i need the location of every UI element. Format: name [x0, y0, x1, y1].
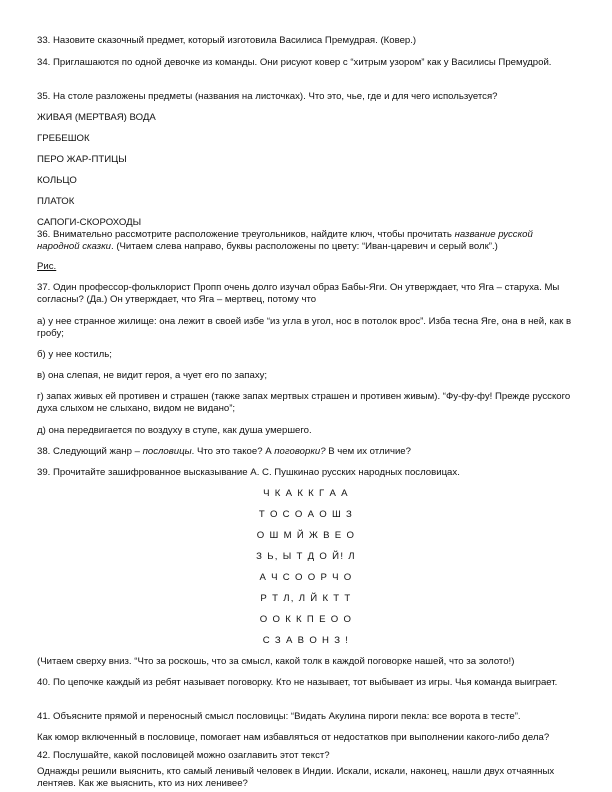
cipher-row-1: Ч К А К К Г А А: [263, 488, 349, 499]
question-37-a: а) у нее странное жилище: она лежит в своей избе “из угла в угол, нос в потолок врос”. Изба тесна Яге, она в ней, как в гробу;: [37, 316, 572, 339]
q36-italic: название русской народной сказки: [37, 229, 533, 252]
question-38: [37, 446, 577, 458]
question-33: 33. Назовите сказочный предмет, который изготовила Василиса Премудрая. (Ковер.): [37, 35, 417, 46]
item-seven-league-boots: САПОГИ-СКОРОХОДЫ: [37, 217, 142, 228]
question-37-d: г) запах живых ей противен и страшен (также запах мертвых страшен и противен живым). “Фу-фу-фу! Прежде русского духа слыхом не слыхано, видом не видано”;: [37, 391, 571, 414]
question-36: [37, 229, 577, 253]
cipher-row-8: С З А В О Н З !: [262, 635, 350, 646]
q36-lead: 36. Внимательно рассмотрите расположение треугольников, найдите ключ, чтобы прочитать: [37, 229, 455, 240]
figure-ref: Рис.: [37, 261, 57, 272]
q38-tail: В чем их отличие?: [325, 446, 411, 457]
item-kerchief: ПЛАТОК: [37, 196, 75, 207]
question-35: 35. На столе разложены предметы (названия на листочках). Что это, чье, где и для чего используется?: [37, 91, 498, 102]
question-42: 42. Послушайте, какой пословицей можно озаглавить этот текст?: [37, 750, 330, 761]
q38-mid: . Что это такое? А: [191, 446, 275, 457]
q36-tail: . (Читаем слева направо, буквы расположены по цвету: “Иван-царевич и серый волк”.): [110, 241, 498, 252]
cipher-row-3: О Ш М Й Ж В Е О: [256, 530, 356, 541]
item-ring: КОЛЬЦО: [37, 175, 77, 186]
question-40: 40. По цепочке каждый из ребят называет поговорку. Кто не называет, тот выбывает из игры. Чья команда выиграет.: [37, 677, 558, 688]
question-37-e: д) она передвигается по воздуху в ступе, как душа умершего.: [37, 425, 312, 436]
cipher-row-4: З Ь, Ы Т Д О Й! Л: [256, 551, 356, 562]
cipher-row-6: Р Т Л, Л Й К Т Т: [260, 593, 352, 604]
q38-italic-proverbs: пословицы: [142, 446, 192, 457]
story-text: Однажды решили выяснить, кто самый ленивый человек в Индии. Искали, искали, наконец, нашли двух отчаянных лентяев. Как же выяснить, кто из них ленивее?: [37, 766, 555, 789]
cipher-row-7: О О К К П Е О О: [259, 614, 353, 625]
question-41: 41. Объясните прямой и переносный смысл пословицы: “Видать Акулина пироги пекла: все ворота в тесте”.: [37, 711, 521, 722]
item-firebird-feather: ПЕРО ЖАР-ПТИЦЫ: [37, 154, 127, 165]
item-living-water: ЖИВАЯ (МЕРТВАЯ) ВОДА: [37, 112, 156, 123]
cipher-row-5: А Ч С О О Р Ч О: [259, 572, 353, 583]
question-39: 39. Прочитайте зашифрованное высказывание А. С. Пушкинао русских народных пословицах.: [37, 467, 460, 478]
q38-italic-sayings: поговорки?: [274, 446, 326, 457]
question-37: 37. Один профессор-фольклорист Пропп очень долго изучал образ Бабы-Яги. Он утверждает, что Яга – старуха. Мы согласны? (Да.) Он утверждает, что Яга – мертвец, потому что: [37, 282, 560, 305]
item-comb: ГРЕБЕШОК: [37, 133, 90, 144]
question-37-c: в) она слепая, не видит героя, а чует его по запаху;: [37, 370, 268, 381]
question-34: 34. Приглашаются по одной девочке из команды. Они рисуют ковер с “хитрым узором” как у Василисы Премудрой.: [37, 57, 552, 68]
question-39-note: (Читаем сверху вниз. “Что за роскошь, что за смысл, какой толк в каждой поговорке нашей, что за золото!): [37, 656, 515, 667]
cipher-row-2: Т О С О А О Ш З: [258, 509, 354, 520]
question-37-b: б) у нее костиль;: [37, 349, 112, 360]
question-41-b: Как юмор включенный в пословице, помогает нам избавляться от недостатков при выполнении какого-либо дела?: [37, 732, 550, 743]
q38-lead: 38. Следующий жанр –: [37, 446, 143, 457]
